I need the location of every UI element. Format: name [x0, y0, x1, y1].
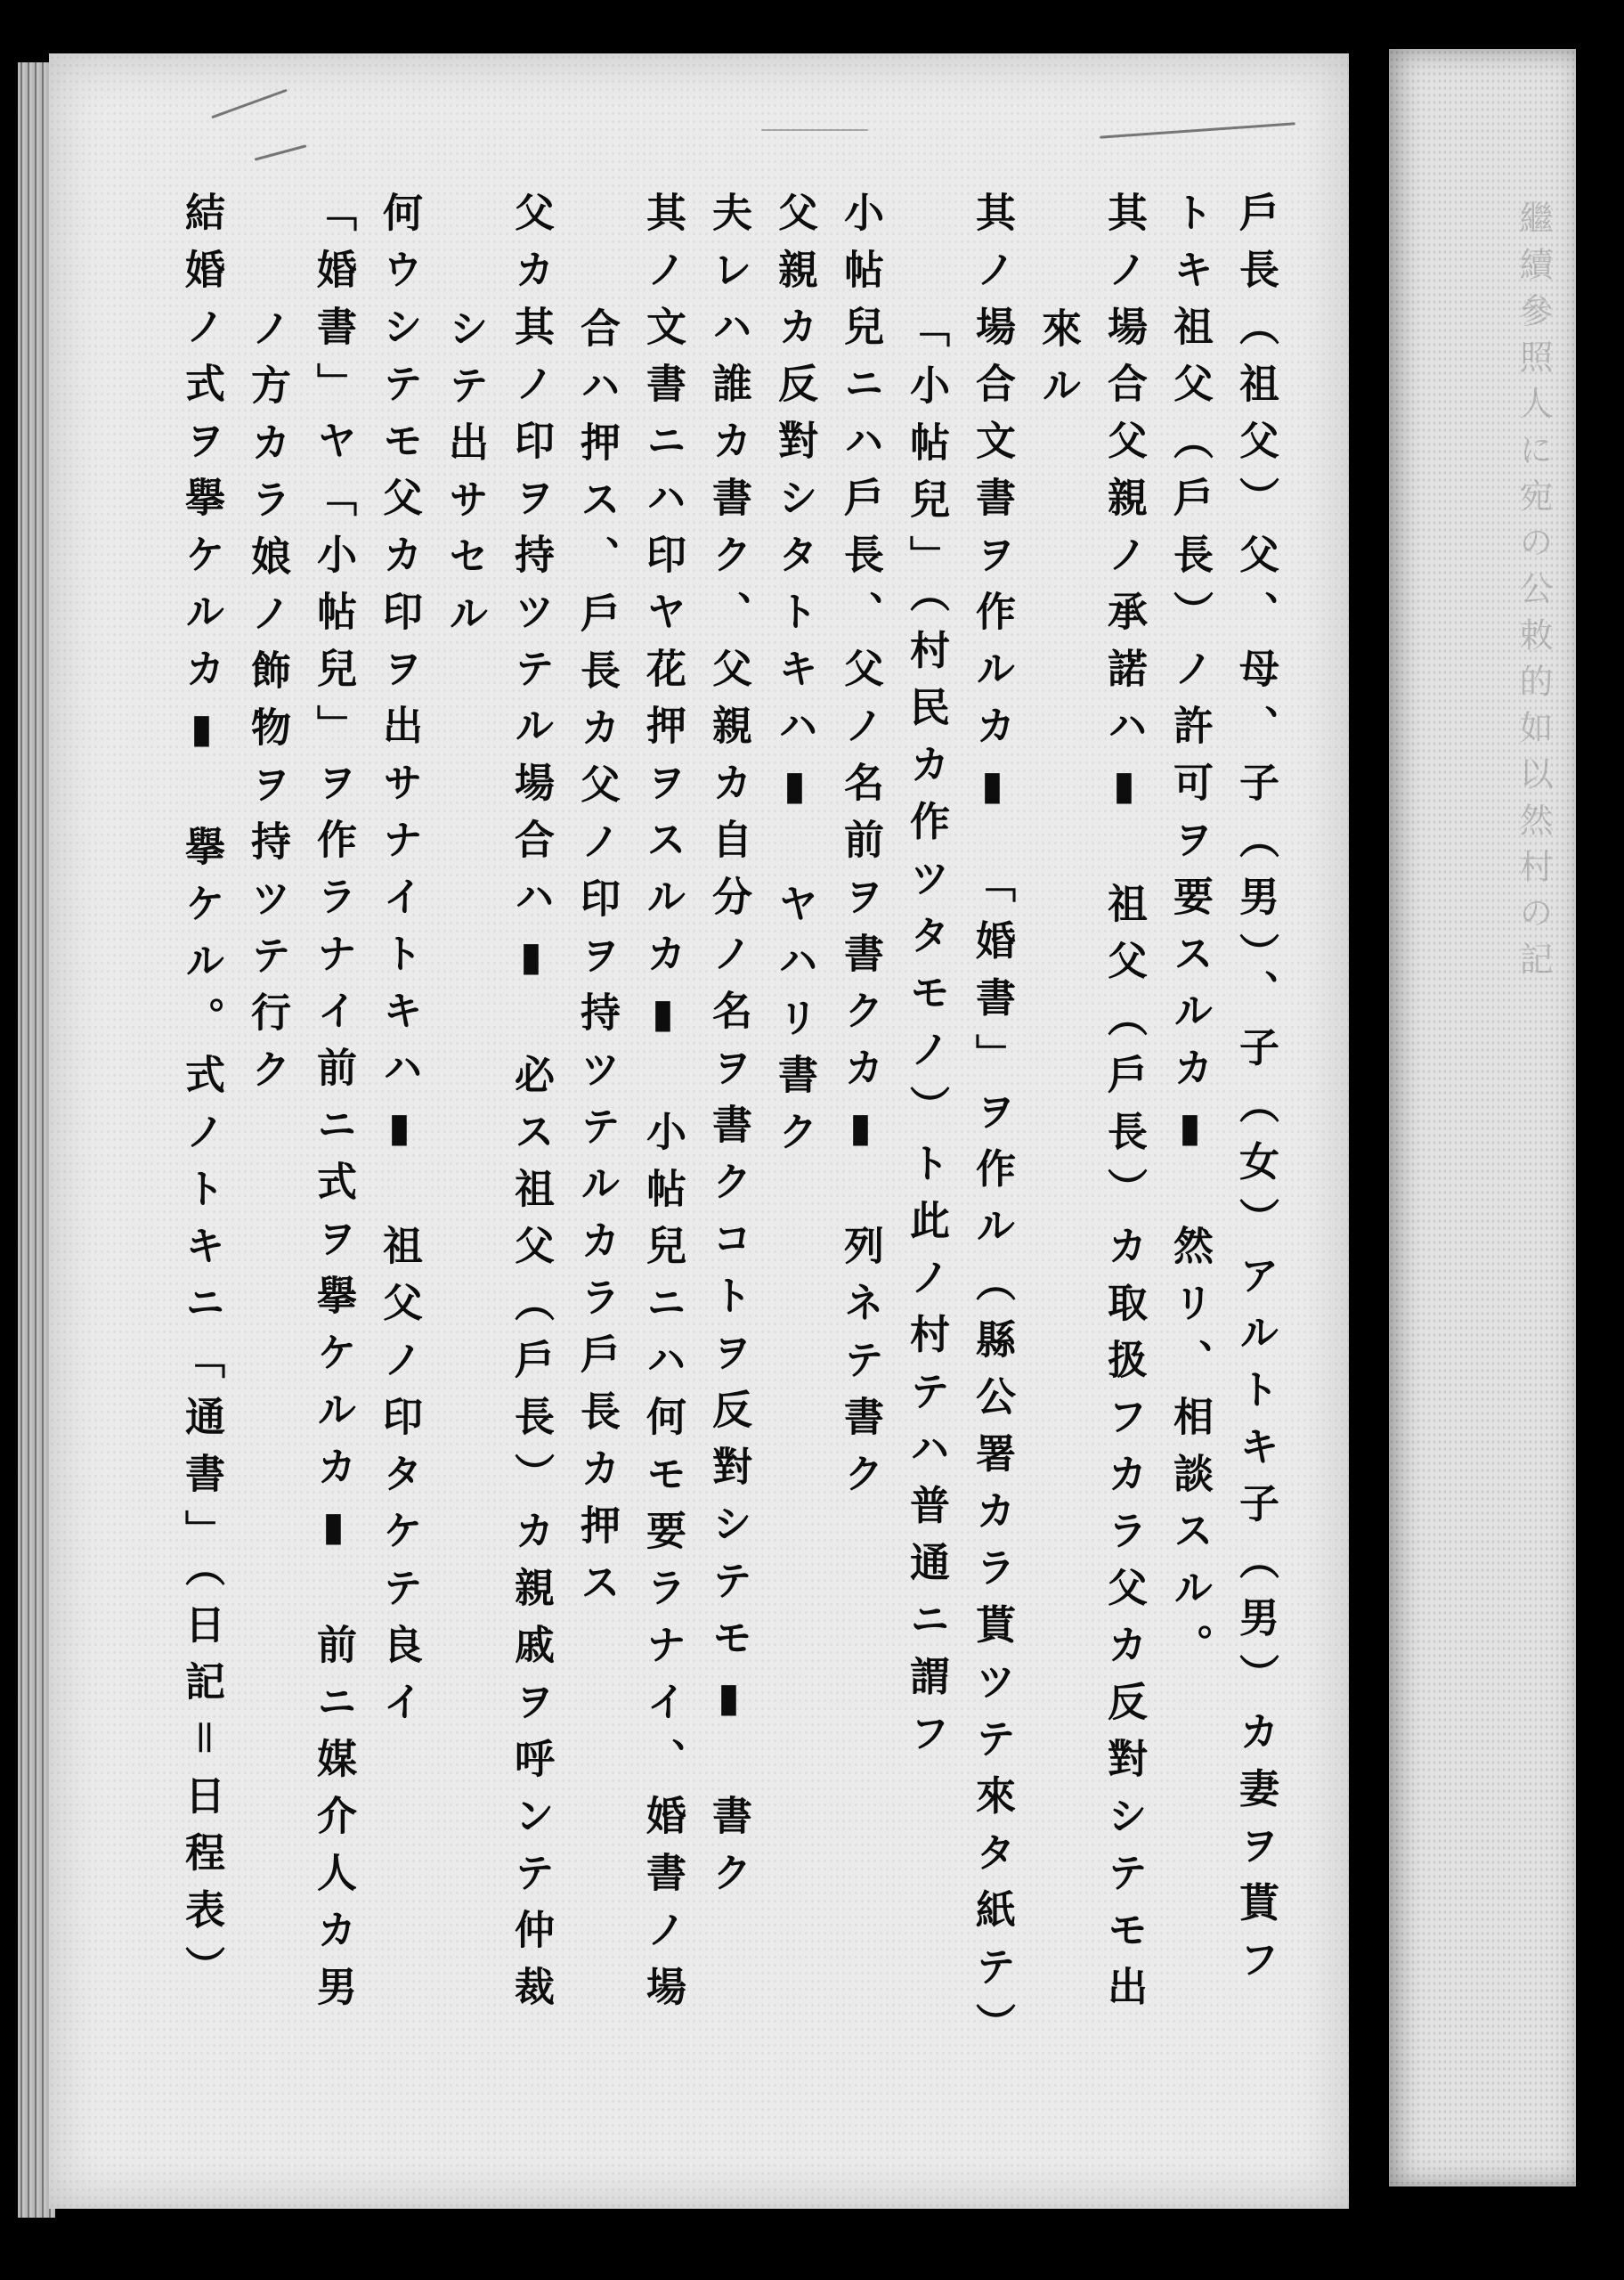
- text-column: ノ方カラ娘ノ飾物ヲ持ツテ行ク: [244, 307, 291, 1105]
- facing-page-bleed-text: 繼續參照人に宛の公敕的如以然村の記: [1514, 200, 1553, 988]
- scan-smudge: [1100, 122, 1295, 138]
- text-column: トキ祖父（戶長）ノ許可ヲ要スルカ▮ 然リ、相談スル。: [1166, 191, 1214, 1681]
- text-column: シテ出サセル: [442, 307, 489, 649]
- text-column: 其ノ文書ニハ印ヤ花押ヲスルカ▮ 小帖兒ニハ何モ要ラナイ、婚書ノ場: [639, 191, 686, 2023]
- text-column: 戶長（祖父）父、母、子（男）、子（女）アルトキ子（男）カ妻ヲ貰フ: [1232, 191, 1279, 1996]
- text-column: 其ノ場合父親ノ承諾ハ▮ 祖父（戶長）カ取扱フカラ父カ反對シテモ出: [1100, 191, 1148, 2023]
- scan-smudge: [211, 89, 288, 119]
- facing-page: [1389, 49, 1576, 2186]
- text-column: 何ウシテモ父カ印ヲ出サナイトキハ▮ 祖父ノ印タケテ良イ: [376, 191, 423, 1738]
- text-column: 父親カ反對シタトキハ▮ ヤハリ書ク: [771, 191, 818, 1168]
- scan-smudge: [761, 129, 868, 131]
- text-column: 結婚ノ式ヲ擧ケルカ▮ 擧ケル。式ノトキニ「通書」（日記＝日程表）: [178, 191, 225, 2003]
- text-column: 「小帖兒」（村民カ作ツタモノ）ト此ノ村テハ普通ニ謂フ: [903, 307, 950, 1770]
- text-column: 「婚書」ヤ「小帖兒」ヲ作ラナイ前ニ式ヲ擧ケルカ▮ 前ニ媒介人カ男: [310, 191, 357, 2023]
- text-column: 小帖兒ニハ戶長、父ノ名前ヲ書クカ▮ 列ネテ書ク: [837, 191, 884, 1510]
- text-column: 來ル: [1035, 307, 1082, 421]
- scan-smudge: [255, 144, 307, 160]
- text-column: 父カ其ノ印ヲ持ツテル場合ハ▮ 必ス祖父（戶長）カ親戚ヲ呼ンテ仲裁: [508, 191, 555, 2023]
- text-column: 其ノ場合文書ヲ作ルカ▮ 「婚書」ヲ作ル（縣公署カラ貰ツテ來タ紙テ）: [969, 191, 1016, 2060]
- text-column: 夫レハ誰カ書ク、父親カ自分ノ名ヲ書クコトヲ反對シテモ▮ 書ク: [705, 191, 752, 1909]
- text-column: 合ハ押ス、戶長カ父ノ印ヲ持ツテルカラ戶長カ押ス: [573, 307, 621, 1618]
